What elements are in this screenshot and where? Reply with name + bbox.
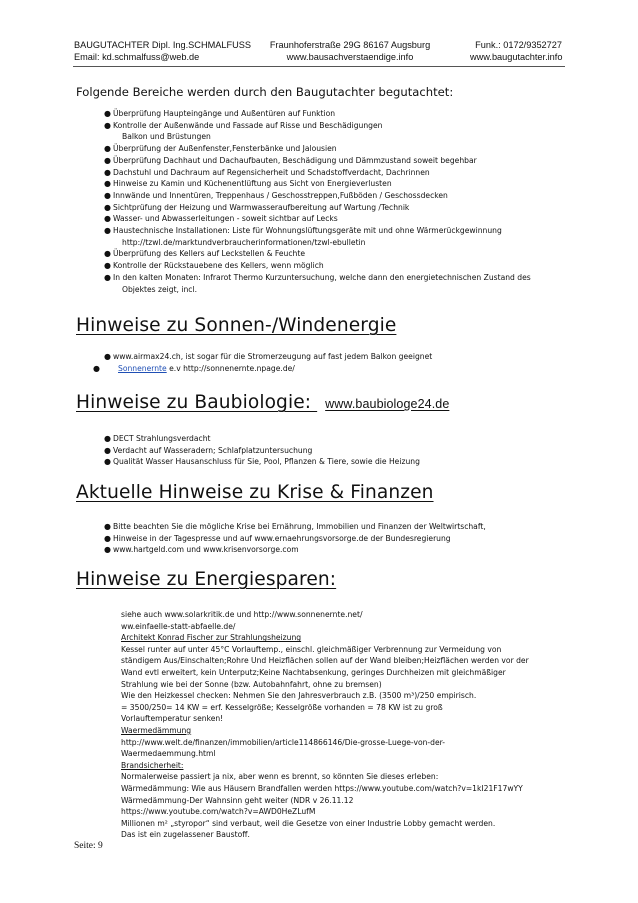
text-line: http://www.welt.de/finanzen/immobilien/article114866146/Die-grosse-Luege-von-der- [121, 737, 446, 747]
text-line: Kessel runter auf unter 45°C Vorlauftemp., einschl. gleichmäßiger Verbrennung zur Vermeidung von [121, 644, 502, 654]
bullet: ● [104, 522, 111, 531]
bullet: ● [104, 202, 111, 212]
list-item-text: Sichtprüfung der Heizung und Warmwasseraufbereitung auf Wartung /Technik [113, 202, 410, 212]
list-item-text: Dachstuhl und Dachraum auf Regensicherheit und Schadstoffverdacht, Dachrinnen [113, 167, 430, 177]
sonnenernte-link[interactable]: Sonnenernte [118, 364, 167, 373]
bullet: ● [104, 179, 111, 189]
list-item-text: Hinweise in der Tagespresse und auf www.ernaehrungsvorsorge.de der Bundesregierung [113, 533, 451, 543]
email: Email: kd.schmalfuss@web.de [74, 52, 200, 62]
website-center: www.bausachverstaendige.info [286, 52, 414, 62]
header-left [74, 39, 251, 63]
heading-text: Hinweise zu Sonnen-/Windenergie [76, 315, 397, 336]
list-item [102, 167, 531, 179]
list-item [102, 178, 531, 190]
company-name: BAUGUTACHTER Dipl. Ing.SCHMALFUSS [74, 40, 251, 50]
text-line: Waermedaemmung.html [121, 749, 216, 759]
page-number: Seite: 9 [74, 841, 103, 851]
list-item-text: Haustechnische Installationen: Liste für Wohnungslüftungsgeräte mit und ohne Wärmerückgewinnung [113, 226, 502, 236]
energiesparen-text [121, 609, 529, 841]
list-item-text: Qualität Wasser Hausanschluss für Sie, Pool, Pflanzen & Tiere, sowie die Heizung [113, 457, 420, 467]
list-item [102, 155, 531, 167]
baubiologie-link[interactable]: www.baubiologe24.de [325, 397, 450, 411]
text-line: Das ist ein zugelassener Baustoff. [121, 830, 250, 840]
bullet: ● [104, 445, 111, 455]
inspection-list [102, 108, 531, 295]
list-item-text: Überprüfung des Kellers auf Leckstellen & Feuchte [113, 249, 306, 259]
text-line: Waermedämmung [121, 725, 192, 735]
bullet: ● [104, 226, 111, 236]
list-item [102, 544, 486, 556]
bullet: ● [104, 190, 111, 200]
list-item-text: Kontrolle der Rückstauebene des Kellers, wenn möglich [113, 261, 324, 271]
list-item [102, 351, 432, 363]
bullet: ● [104, 272, 111, 282]
list-item-continuation: Objektes zeigt, incl. [122, 284, 198, 294]
heading-text: Hinweise zu Baubiologie: [76, 392, 318, 413]
text-line: Vorlauftemperatur senken! [121, 714, 224, 724]
list-item-text: www.hartgeld.com und www.krisenvorsorge.com [113, 545, 299, 555]
heading-sonnen-windenergie [76, 315, 396, 336]
bullet: ● [104, 167, 111, 177]
list-item [102, 213, 531, 225]
list-item [102, 456, 420, 468]
address: Fraunhoferstraße 29G 86167 Augsburg [269, 40, 431, 50]
header-rule [73, 66, 565, 67]
text-line: https://www.youtube.com/watch?v=AWD0HeZLufM [121, 807, 316, 817]
bullet: ● [104, 545, 111, 555]
text-line: Brandsicherheit: [121, 760, 184, 770]
bullet: ● [104, 434, 111, 443]
list-item [102, 260, 531, 272]
text-line: Wand evtl erweitert, kein Unterputz;Keine Nachtabsenkung, geringes Durchheizen mit gleichmäßiger [121, 667, 506, 677]
list-item [102, 445, 420, 457]
text-line: siehe auch www.solarkritik.de und http://www.sonnenernte.net/ [121, 610, 363, 619]
list-item [102, 225, 531, 248]
sonnenernte-url: e.v http://sonnenernte.npage.de/ [166, 364, 295, 373]
header-center [255, 39, 445, 63]
bullet: ● [104, 533, 111, 543]
list-item-text: Hinweise zu Kamin und Küchenentlüftung aus Sicht von Energieverlusten [113, 179, 392, 189]
list-item [102, 272, 531, 295]
text-line: Wie den Heizkessel checken: Nehmen Sie den Jahresverbrauch z.B. (3500 m³)/250 empirisch. [121, 691, 477, 701]
header-right [470, 39, 562, 63]
list-item-text: Kontrolle der Außenwände und Fassade auf Risse und Beschädigungen [113, 120, 383, 130]
list-item [102, 248, 531, 260]
list-item-continuation: http://tzwl.de/marktundverbraucherinformationen/tzwl-ebulletin [122, 237, 366, 247]
text-line: ständigem Aus/Einschalten;Rohre Und Heizflächen sollen auf der Wand bleiben;Heizflächen werden vor der [121, 656, 529, 666]
list-item-text: Überprüfung Haupteingänge und Außentüren auf Funktion [113, 109, 336, 118]
text-line: Wärmedämmung-Der Wahnsinn geht weiter (NDR v 26.11.12 [121, 795, 354, 805]
website-right: www.baugutachter.info [470, 52, 563, 62]
list-item [102, 521, 486, 533]
text-line: Strahlung wie bei der Sonne (bzw. Autobahnfahrt, ohne zu bremsen) [121, 679, 382, 689]
heading-text: Aktuelle Hinweise zu Krise & Finanzen [76, 482, 434, 503]
heading-baubiologie [76, 392, 449, 413]
list-item-text: Verdacht auf Wasseradern; Schlafplatzuntersuchung [113, 445, 313, 455]
sonnenernte-text [118, 363, 295, 375]
list-item-text: Innwände und Innentüren, Treppenhaus / Geschosstreppen,Fußböden / Geschossdecken [113, 190, 448, 200]
list-item-text: In den kalten Monaten: Infrarot Thermo Kurzuntersuchung, welche dann den energietechnischen Zustand des [113, 272, 531, 282]
text-line: Normalerweise passiert ja nix, aber wenn es brennt, so könnten Sie dieses erleben: [121, 772, 439, 782]
list-item [102, 190, 531, 202]
list-item-text: www.airmax24.ch, ist sogar für die Stromerzeugung auf fast jedem Balkon geeignet [113, 352, 433, 361]
phone: Funk.: 0172/9352727 [475, 40, 562, 50]
sonne-list [102, 351, 432, 363]
list-item [102, 533, 486, 545]
text-line: = 3500/250= 14 KW = erf. Kesselgröße; Kesselgröße vorhanden = 78 KW ist zu groß [121, 702, 443, 712]
bullet: ● [104, 261, 111, 271]
list-item [102, 108, 531, 120]
heading-text: Hinweise zu Energiesparen: [76, 569, 337, 590]
krise-list [102, 521, 486, 556]
list-item-text: Wasser- und Abwasserleitungen - soweit sichtbar auf Lecks [113, 214, 338, 224]
list-item-text: Überprüfung Dachhaut und Dachaufbauten, Beschädigung und Dämmzustand soweit begehbar [113, 155, 477, 165]
heading-energiesparen [76, 569, 336, 590]
list-item-continuation: Balkon und Brüstungen [122, 132, 211, 142]
bullet: ● [104, 120, 111, 130]
list-item [102, 120, 531, 143]
list-item-text: Bitte beachten Sie die mögliche Krise bei Ernährung, Immobilien und Finanzen der Weltwirtschaft, [113, 522, 486, 531]
list-item-text: DECT Strahlungsverdacht [113, 434, 211, 443]
list-item-text: Überprüfung der Außenfenster,Fensterbänke und Jalousien [113, 144, 337, 154]
list-item [102, 143, 531, 155]
baubiologie-list [102, 433, 420, 468]
bullet: ● [104, 457, 111, 467]
list-item [102, 433, 420, 445]
intro-heading: Folgende Bereiche werden durch den Baugutachter begutachtet: [76, 85, 454, 99]
list-item [102, 202, 531, 214]
text-line: Wärmedämmung: Wie aus Häusern Brandfallen werden https://www.youtube.com/watch?v=1kI21F17wYY [121, 783, 523, 793]
bullet: ● [104, 249, 111, 259]
bullet: ● [93, 364, 100, 373]
bullet: ● [104, 352, 111, 361]
bullet: ● [104, 155, 111, 165]
text-line: ww.einfaelle-statt-abfaelle.de/ [121, 621, 236, 631]
bullet: ● [104, 144, 111, 154]
text-line: Architekt Konrad Fischer zur Strahlungsheizung [121, 633, 302, 643]
text-line: Millionen m² „styropor“ sind verbaut, weil die Gesetze von einer Industrie Lobby gemacht werden. [121, 818, 496, 828]
bullet: ● [104, 109, 111, 118]
bullet: ● [104, 214, 111, 224]
heading-krise-finanzen [76, 482, 434, 503]
